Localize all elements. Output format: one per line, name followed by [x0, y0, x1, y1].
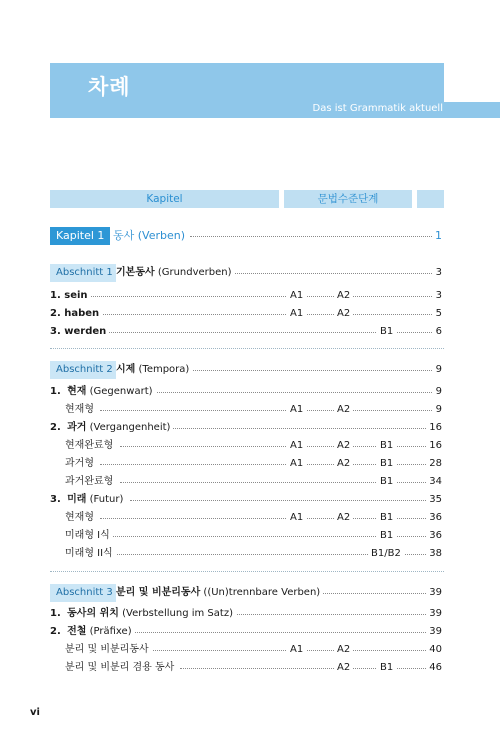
level-a2: A2 — [334, 509, 353, 527]
level-a1: A1 — [287, 641, 306, 659]
leader-dots — [220, 614, 436, 615]
item-page: 16 — [426, 437, 442, 455]
group-page: 39 — [426, 605, 442, 623]
item-page: 9 — [433, 401, 442, 419]
item-label: 분리 및 비분리동사 — [65, 641, 152, 659]
item-page: 46 — [426, 659, 442, 677]
item-label: 3. werden — [50, 323, 109, 341]
group-title: 2. 과거 (Vergangenheit) — [50, 419, 173, 437]
toc-item[interactable] — [0, 641, 500, 659]
level-a2: A2 — [334, 305, 353, 323]
item-page: 36 — [426, 509, 442, 527]
toc-group[interactable] — [0, 383, 500, 401]
item-page: 3 — [433, 287, 442, 305]
toc-item[interactable] — [0, 509, 500, 527]
level-b1: B1 — [377, 527, 396, 545]
item-page: 5 — [433, 305, 442, 323]
section-page: 39 — [426, 584, 442, 602]
item-page: 36 — [426, 527, 442, 545]
leader-dots — [90, 314, 436, 315]
toc-item[interactable] — [0, 659, 500, 677]
level-b1: B1 — [377, 437, 396, 455]
section-badge: Abschnitt 2 — [50, 361, 119, 379]
level-a1: A1 — [287, 287, 306, 305]
group-title: 2. 전철 (Präfixe) — [50, 623, 135, 641]
chapter-title: 동사 (Verben) — [113, 227, 188, 245]
page-subtitle: Das ist Grammatik aktuell — [312, 103, 443, 114]
item-label: 과거완료형 — [65, 473, 116, 491]
item-label: 분리 및 비분리 겸용 동사 — [65, 659, 177, 677]
item-label: 과거형 — [65, 455, 97, 473]
toc-group[interactable] — [0, 419, 500, 437]
group-page: 9 — [433, 383, 442, 401]
toc-group[interactable] — [0, 491, 500, 509]
level-a1: A1 — [287, 455, 306, 473]
item-label: 미래형 I식 — [65, 527, 113, 545]
page-number: vi — [30, 707, 40, 718]
leader-dots — [125, 632, 436, 633]
level-b1: B1 — [377, 455, 396, 473]
group-page: 39 — [426, 623, 442, 641]
section-badge: Abschnitt 3 — [50, 584, 119, 602]
group-title: 3. 미래 (Futur) — [50, 491, 126, 509]
group-page: 16 — [426, 419, 442, 437]
section-divider — [50, 348, 444, 349]
section-title: 기본동사 (Grundverben) — [116, 264, 235, 282]
toc-item[interactable] — [0, 527, 500, 545]
section-row[interactable] — [0, 361, 500, 379]
leader-dots — [130, 500, 436, 501]
level-b1: B1 — [377, 659, 396, 677]
item-label: 1. sein — [50, 287, 91, 305]
level-a1: A1 — [287, 305, 306, 323]
section-page: 3 — [433, 264, 442, 282]
leader-dots — [150, 392, 436, 393]
level-a2: A2 — [334, 287, 353, 305]
chapter-badge: Kapitel 1 — [50, 227, 110, 245]
section-row[interactable] — [0, 584, 500, 602]
leader-dots — [190, 236, 436, 237]
leader-dots — [100, 410, 436, 411]
leader-dots — [180, 370, 436, 371]
level-a2: A2 — [334, 641, 353, 659]
level-a2: A2 — [334, 437, 353, 455]
chapter-row[interactable] — [0, 227, 500, 245]
section-title: 시제 (Tempora) — [116, 361, 192, 379]
item-page: 28 — [426, 455, 442, 473]
toc-item[interactable] — [0, 323, 500, 341]
column-header-kapitel: Kapitel — [50, 190, 279, 208]
item-label: 2. haben — [50, 305, 102, 323]
section-divider — [50, 571, 444, 572]
item-page: 38 — [426, 545, 442, 563]
toc-item[interactable] — [0, 437, 500, 455]
level-a1: A1 — [287, 401, 306, 419]
leader-dots — [210, 273, 436, 274]
leader-dots — [170, 428, 436, 429]
level-b1: B1 — [377, 323, 396, 341]
chapter-page: 1 — [432, 227, 442, 245]
leader-dots — [180, 668, 436, 669]
item-page: 40 — [426, 641, 442, 659]
level-a2: A2 — [334, 659, 353, 677]
section-badge: Abschnitt 1 — [50, 264, 119, 282]
level-a2: A2 — [334, 401, 353, 419]
toc-group[interactable] — [0, 605, 500, 623]
section-page: 9 — [433, 361, 442, 379]
leader-dots — [80, 296, 436, 297]
toc-group[interactable] — [0, 623, 500, 641]
item-label: 현재완료형 — [65, 437, 116, 455]
toc-item[interactable] — [0, 455, 500, 473]
item-page: 6 — [433, 323, 442, 341]
level-a1: A1 — [287, 509, 306, 527]
level-b1: B1 — [377, 473, 396, 491]
group-page: 35 — [426, 491, 442, 509]
level-a2: A2 — [334, 455, 353, 473]
item-label: 현재형 — [65, 401, 97, 419]
toc-item[interactable] — [0, 287, 500, 305]
toc-item[interactable] — [0, 545, 500, 563]
group-title: 1. 현재 (Gegenwart) — [50, 383, 156, 401]
level-b1: B1 — [377, 509, 396, 527]
section-row[interactable] — [0, 264, 500, 282]
toc-item[interactable] — [0, 401, 500, 419]
column-header-page — [417, 190, 444, 208]
column-header-level: 문법수준단계 — [284, 190, 412, 208]
item-page: 34 — [426, 473, 442, 491]
item-label: 미래형 II식 — [65, 545, 116, 563]
page-title: 차례 — [88, 75, 131, 99]
group-title: 1. 동사의 위치 (Verbstellung im Satz) — [50, 605, 236, 623]
section-title: 분리 및 비분리동사 ((Un)trennbare Verben) — [116, 584, 323, 602]
item-label: 현재형 — [65, 509, 97, 527]
toc-item[interactable] — [0, 473, 500, 491]
level-b1-b2: B1/B2 — [368, 545, 404, 563]
level-a1: A1 — [287, 437, 306, 455]
toc-item[interactable] — [0, 305, 500, 323]
